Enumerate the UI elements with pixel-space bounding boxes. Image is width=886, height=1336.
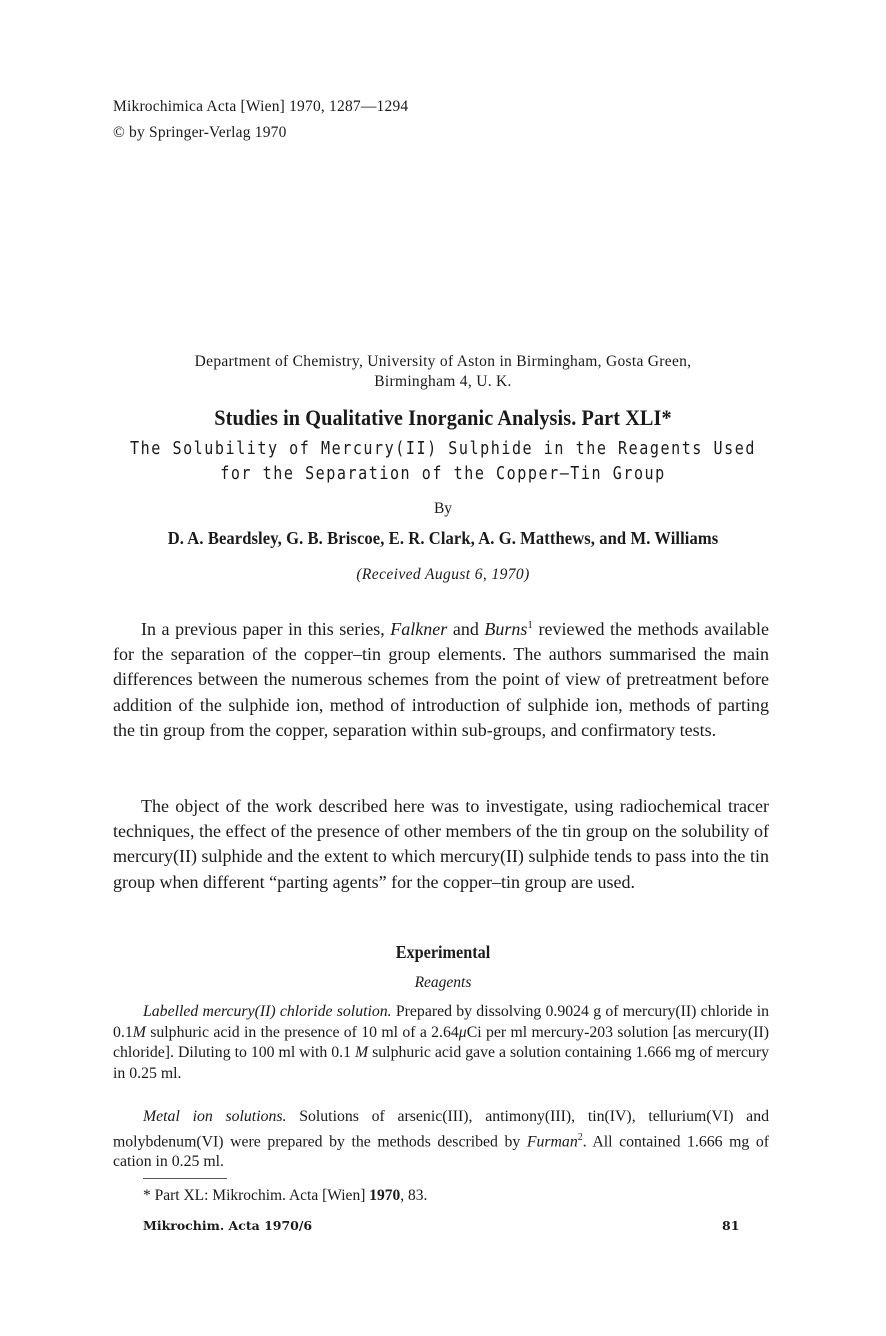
reagent-paragraph-labelled-mercury <box>113 1002 769 1084</box>
cited-author-burns: Burns <box>484 619 528 639</box>
paper-title: Studies in Qualitative Inorganic Analysis. Part XLI* <box>214 405 672 430</box>
molarity-symbol: M <box>354 1044 369 1062</box>
reagent2-text-2: . All contained 1.666 mg of cation in 0.25 ml. <box>113 1132 769 1171</box>
by-label: By <box>433 500 453 517</box>
copyright-line: © by Springer-Verlag 1970 <box>113 124 287 141</box>
affiliation-line-2: Birmingham 4, U. K. <box>374 373 512 390</box>
reagent-label-labelled-mercury: Labelled mercury(II) chloride solution. <box>143 1003 392 1020</box>
micro-symbol: μ <box>458 1023 467 1041</box>
page-number: 81 <box>722 1218 740 1233</box>
author-list: D. A. Beardsley, G. B. Briscoe, E. R. Clark, A. G. Matthews, and M. Williams <box>167 528 719 548</box>
reagent1-text-3: Ci per ml mercury-203 solution [as mercury(II) chloride]. Diluting to 100 ml with 0.1 <box>113 1023 769 1062</box>
intro-p1-lead: In a previous paper in this series, <box>141 619 385 639</box>
reagent1-text-2: sulphuric acid in the presence of 10 ml of a 2.64 <box>150 1023 459 1041</box>
reagent-label-metal-ion: Metal ion solutions. <box>143 1108 287 1125</box>
cited-author-falkner: Falkner <box>390 619 448 639</box>
reference-2-marker: 2 <box>577 1131 583 1143</box>
footnote-divider <box>143 1178 227 1179</box>
footnote-text: Part XL: Mikrochim. Acta [Wien] <box>154 1187 366 1204</box>
paper-subtitle-line-1: The Solubility of Mercury(II) Sulphide in the Reagents Used <box>130 439 756 459</box>
footnote-marker: * <box>143 1187 151 1204</box>
received-date: (Received August 6, 1970) <box>356 566 530 583</box>
paper-subtitle-line-2: for the Separation of the Copper–Tin Group <box>220 464 666 484</box>
intro-p1-and: and <box>452 619 479 639</box>
journal-citation: Mikrochimica Acta [Wien] 1970, 1287—1294 <box>113 98 409 115</box>
reagent1-text-4: sulphuric acid gave a solution containing 1.666 mg of mercury in 0.25 ml. <box>113 1044 769 1082</box>
reagent2-text-1: Solutions of arsenic(III), antimony(III), tin(IV), tellurium(VI) and molybdenum(VI) were prepared by the methods described by <box>113 1108 769 1150</box>
section-heading-experimental: Experimental <box>395 942 491 962</box>
subsection-heading-reagents: Reagents <box>414 974 472 991</box>
affiliation-line-1: Department of Chemistry, University of Aston in Birmingham, Gosta Green, <box>194 353 692 370</box>
intro-paragraph-1 <box>113 613 769 743</box>
intro-p1-rest: reviewed the methods available for the separation of the copper–tin group elements. The authors summarised the main differences between the numerous schemes from the point of view of pretreatment before addition of the sulphide ion, method of introduction of sulphide ion, methods of parting the tin group from the copper, separation within sub-groups, and confirmatory tests. <box>113 619 770 740</box>
intro-paragraph-2: The object of the work described here was to investigate, using radiochemical tracer techniques, the effect of the presence of other members of the tin group on the solubility of mercury(II) sulphide and the extent to which mercury(II) sulphide tends to pass into the tin group when different “parting agents” for the copper–tin group are used. <box>113 796 769 892</box>
cited-author-furman: Furman <box>526 1132 578 1150</box>
molarity-symbol: M <box>132 1023 146 1041</box>
footnote-page: , 83. <box>400 1187 428 1204</box>
reference-1-marker: 1 <box>527 619 533 631</box>
reagent-paragraph-metal-ion <box>113 1107 769 1173</box>
footnote-year: 1970 <box>369 1187 401 1204</box>
footer-journal-issue: Mikrochim. Acta 1970/6 <box>143 1218 313 1233</box>
reagent1-text-1: Prepared by dissolving 0.9024 g of mercury(II) chloride in 0.1 <box>113 1003 769 1041</box>
footnote <box>143 1187 427 1205</box>
